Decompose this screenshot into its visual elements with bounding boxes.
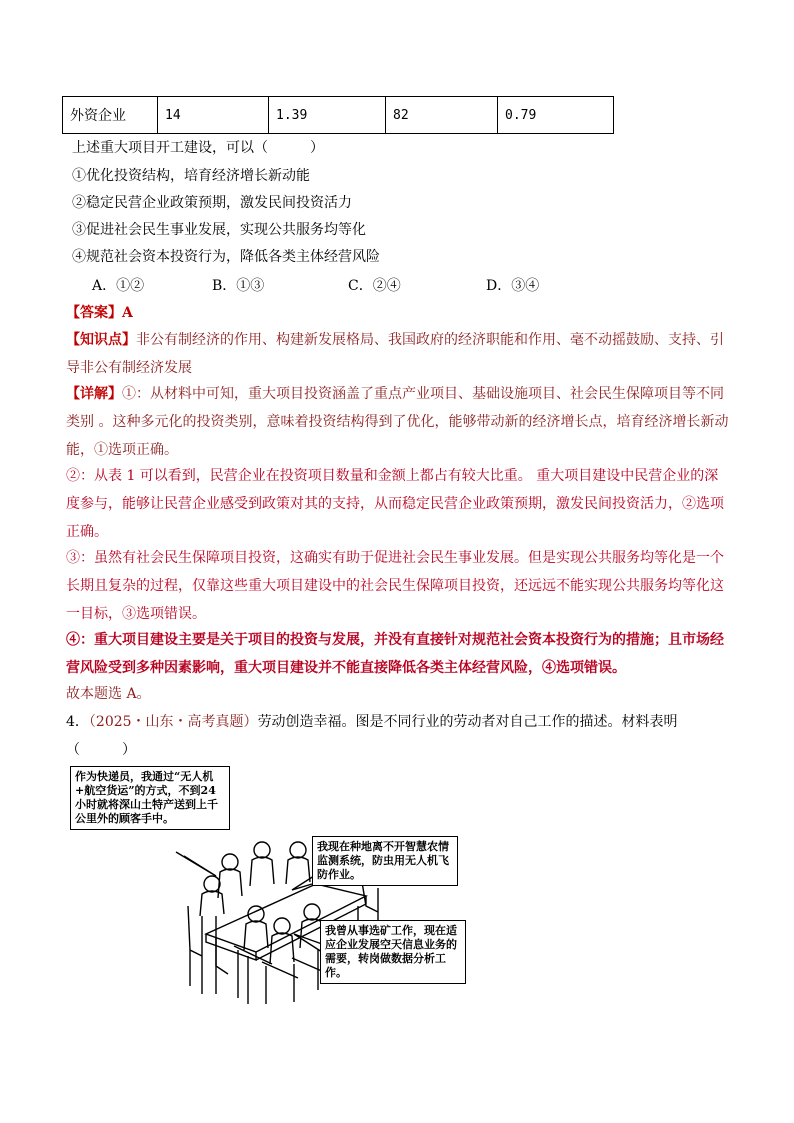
question4-line bbox=[66, 712, 678, 732]
knowledge-text: 非公有制经济的作用、构建新发展格局、我国政府的经济职能和作用、毫不动摇鼓励、支持、引导非公有制经济发展 bbox=[66, 332, 724, 376]
option-a: A．①② bbox=[92, 278, 145, 294]
answer-blank: （ ） bbox=[66, 742, 136, 758]
detail-p2: ②：从表 1 可以看到，民营企业在投资项目数量和金额上都占有较大比重。 重大项目建设中民营企业的深度参与，能够让民营企业感受到政策对其的支持，从而稳定民营企业政策预期，激发民间投资活力，②选项正确。 bbox=[66, 468, 724, 540]
speech-bubble-courier: 作为快递员，我通过“无人机+航空货运”的方式，不到24小时就将深山土特产送到上千公里外的顾客手中。 bbox=[70, 766, 230, 830]
table-cell: 外资企业 bbox=[63, 97, 158, 134]
table-cell: 14 bbox=[158, 97, 269, 134]
speech-bubble-farmer: 我现在种地离不开智慧农情监测系统，防虫用无人机飞防作业。 bbox=[312, 836, 458, 886]
statement-item: ②稳定民营企业政策预期，激发民间投资活力 bbox=[72, 195, 352, 211]
conclusion: 故本题选 A。 bbox=[66, 686, 151, 702]
knowledge-label: 【知识点】 bbox=[66, 332, 136, 348]
question-source: （2025・山东・高考真题） bbox=[88, 714, 258, 730]
detail-p4: ④：重大项目建设主要是关于项目的投资与发展，并没有直接针对规范社会资本投资行为的措施；且市场经营风险受到多种因素影响，重大项目建设并不能直接降低各类主体经营风险，④选项错误。 bbox=[66, 632, 724, 676]
question-text: 劳动创造幸福。图是不同行业的劳动者对自己工作的描述。材料表明 bbox=[257, 714, 678, 730]
detail-p1 bbox=[66, 380, 730, 464]
detail-label: 【详解】 bbox=[66, 386, 122, 402]
table-cell: 82 bbox=[386, 97, 498, 134]
investment-table bbox=[62, 96, 614, 134]
answer-value: A bbox=[122, 305, 133, 321]
option-c: C．②④ bbox=[348, 278, 401, 294]
answer-label: 【答案】 bbox=[66, 305, 122, 321]
statement-item: ④规范社会资本投资行为，降低各类主体经营风险 bbox=[72, 249, 380, 265]
detail-p3: ③：虽然有社会民生保障项目投资，这确实有助于促进社会民生事业发展。但是实现公共服务均等化是一个长期且复杂的过程，仅靠这些重大项目建设中的社会民生保障项目投资，还远远不能实现公共服务均等化这一目标，③选项错误。 bbox=[66, 550, 724, 622]
statement-item: ①优化投资结构，培育经济增长新动能 bbox=[72, 168, 310, 184]
table-cell: 1.39 bbox=[269, 97, 386, 134]
table-cell: 0.79 bbox=[498, 97, 614, 134]
table-row bbox=[63, 97, 614, 134]
speech-bubble-analyst: 我曾从事选矿工作，现在适应企业发展空天信息业务的需要，转岗做数据分析工作。 bbox=[320, 920, 466, 984]
option-d: D．③④ bbox=[486, 278, 540, 294]
statement-item: ③促进社会民生事业发展，实现公共服务均等化 bbox=[72, 222, 366, 238]
answer-line bbox=[66, 303, 133, 323]
knowledge-point bbox=[66, 326, 730, 382]
question-stem: 上述重大项目开工建设，可以（ ） bbox=[72, 140, 324, 156]
detail-text: ①：从材料中可知，重大项目投资涵盖了重点产业项目、基础设施项目、社会民生保障项目等不同类别 。这种多元化的投资类别，意味着投资结构得到了优化，能够带动新的经济增长点，培育经济增长新动能，①选项正确。 bbox=[66, 386, 729, 458]
question-number: 4． bbox=[66, 714, 89, 730]
workers-figure bbox=[66, 766, 466, 1006]
answer-options bbox=[0, 276, 794, 296]
option-b: B．①③ bbox=[212, 278, 265, 294]
